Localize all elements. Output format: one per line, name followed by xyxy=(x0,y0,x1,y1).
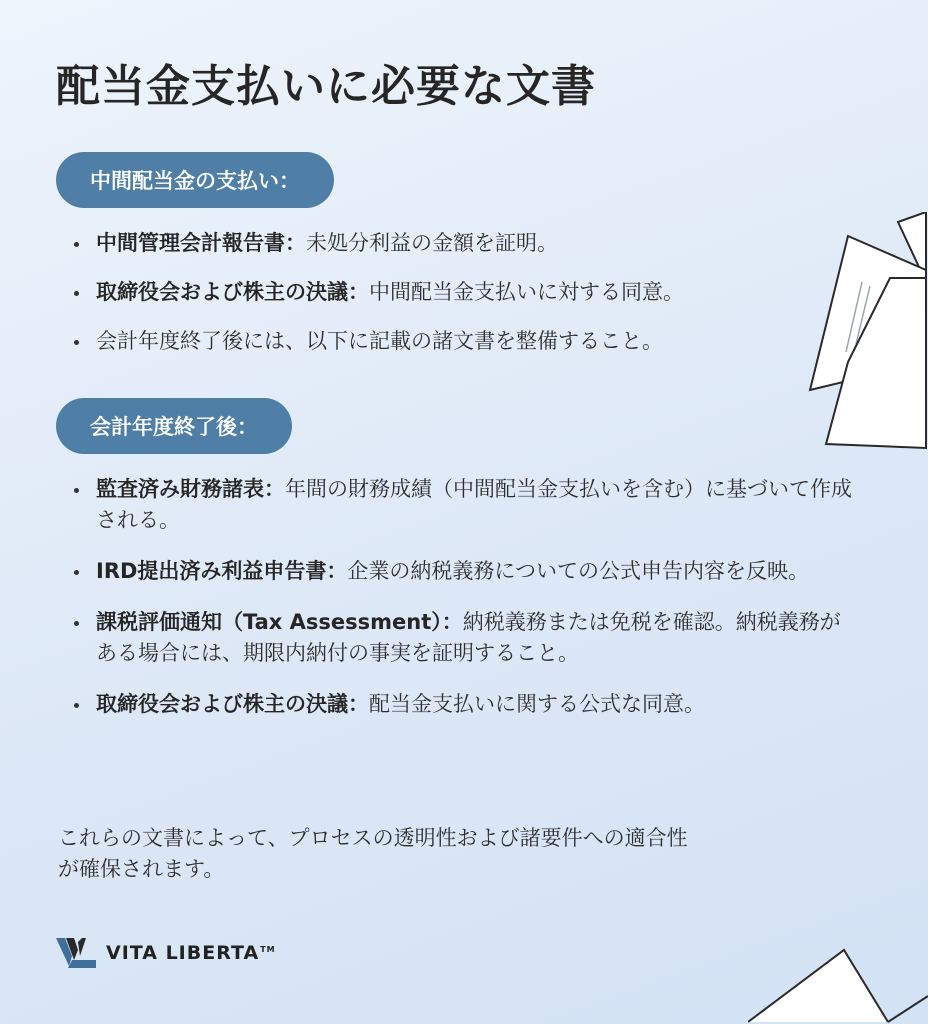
year-end-document-list xyxy=(74,474,864,720)
brand-logo xyxy=(56,938,276,968)
item-bold-label: 取締役会および株主の決議： xyxy=(96,280,369,304)
logo-text: VITA LIBERTA™ xyxy=(106,942,276,964)
item-bold-label: 課税評価通知（Tax Assessment）： xyxy=(96,610,463,634)
item-bold-label: IRD提出済み利益申告書： xyxy=(96,559,348,583)
section-heading-interim: 中間配当金の支払い： xyxy=(56,152,334,208)
list-item xyxy=(74,277,834,308)
list-item xyxy=(74,326,834,357)
list-item xyxy=(74,474,856,536)
item-text: 中間配当金支払いに対する同意。 xyxy=(369,280,684,304)
corner-paper-illustration xyxy=(748,944,928,1024)
item-bold-label: 中間管理会計報告書： xyxy=(96,231,306,255)
item-text: 会計年度終了後には、以下に記載の諸文書を整備すること。 xyxy=(96,329,663,353)
item-text: 配当金支払いに関する公式な同意。 xyxy=(369,692,705,716)
documents-illustration xyxy=(808,212,928,452)
list-item xyxy=(74,228,834,259)
item-bold-label: 取締役会および株主の決議： xyxy=(96,692,369,716)
section-heading-year-end: 会計年度終了後： xyxy=(56,398,292,454)
item-text: 未処分利益の金額を証明。 xyxy=(306,231,558,255)
interim-document-list xyxy=(74,228,834,357)
list-item xyxy=(74,607,852,669)
vita-liberta-logo-icon xyxy=(56,938,96,968)
page-title: 配当金支払いに必要な文書 xyxy=(56,61,596,112)
item-text: 企業の納税義務についての公式申告内容を反映。 xyxy=(347,559,809,583)
closing-text: これらの文書によって、プロセスの透明性および諸要件への適合性が確保されます。 xyxy=(58,826,688,881)
list-item xyxy=(74,556,886,587)
trademark-mark: TM xyxy=(260,944,276,954)
item-bold-label: 監査済み財務諸表： xyxy=(96,477,285,501)
list-item xyxy=(74,689,864,720)
item-text: 年間の財務成績（中間配当金支払いを含む）に基づいて作成される。 xyxy=(96,477,852,532)
item-text: 納税義務または免税を確認。納税義務がある場合には、期限内納付の事実を証明すること。 xyxy=(96,610,841,665)
